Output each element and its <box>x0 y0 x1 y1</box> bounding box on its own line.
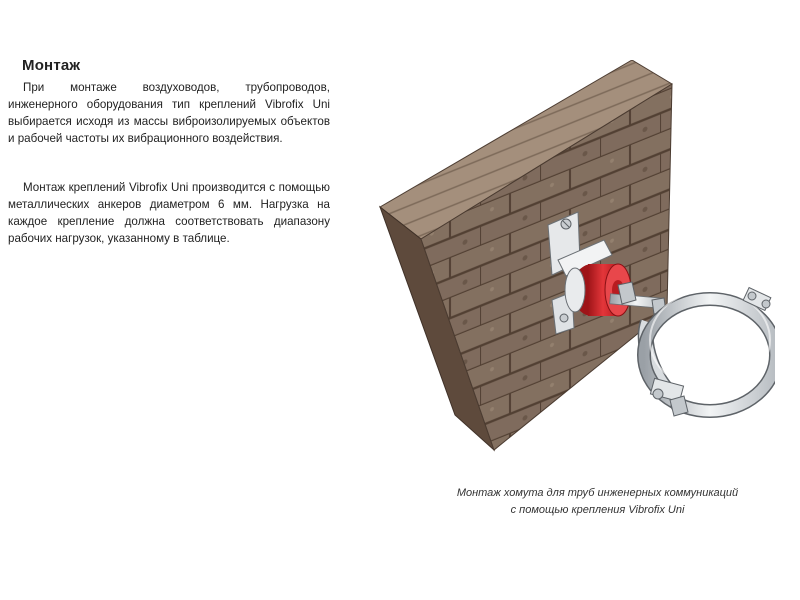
mounting-illustration <box>375 60 775 460</box>
caption-line-2: с помощью крепления Vibrofix Uni <box>510 504 685 516</box>
figure-caption <box>410 485 785 519</box>
brick-wall <box>380 60 672 450</box>
section-heading: Монтаж <box>22 57 81 74</box>
pipe-clamp <box>644 288 775 416</box>
body-paragraph-1: При монтаже воздуховодов, трубопроводов, инженерного оборудования тип креплений Vibrofix Uni выбирается исходя из массы виброизолируемых объектов и рабочей частоты их вибрационного воздействия. <box>8 81 330 145</box>
caption-line-1: Монтаж хомута для труб инженерных коммуникаций <box>456 487 739 499</box>
body-paragraph-2: Монтаж креплений Vibrofix Uni производится с помощью металлических анкеров диаметром 6 мм. Нагрузка на каждое крепление должна соответствовать диапазону рабочих нагрузок, указанному в таблице. <box>8 181 330 245</box>
